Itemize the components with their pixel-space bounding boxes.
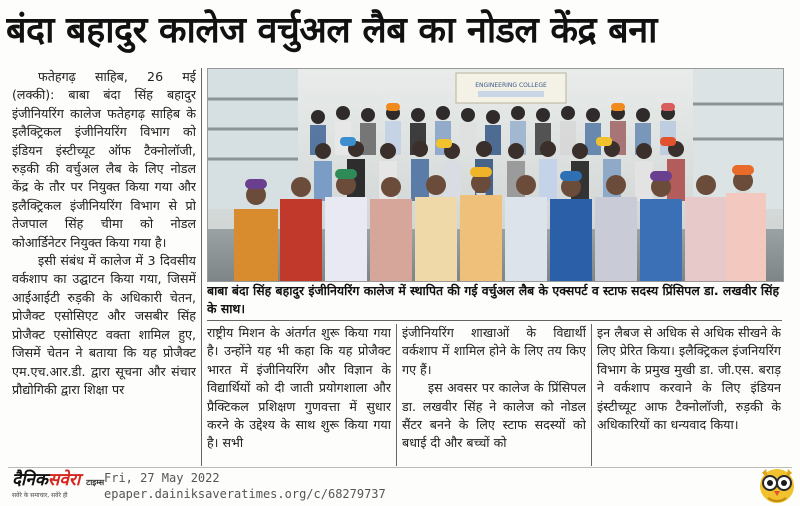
article-column-4 — [597, 324, 781, 466]
article-column-1 — [12, 68, 196, 466]
article-paragraph: इन लैबज से अधिक से अधिक सीखने के लिए प्रेरित किया। इलैक्ट्रिकल इंजनियरिंग विभाग के प्रमुख मुखी डा. जी.एस. बराड़ ने वर्कशाप करवाने के लिए इंडियन इंस्टीच्यूट आफ टैक्नोलॉजी, रुड़की के अधिकारियों का धन्यवाद किया। — [597, 325, 781, 433]
headline: बंदा बहादुर कालेज वर्चुअल लैब का नोडल केंद्र बना — [6, 10, 658, 51]
caption-divider — [207, 320, 782, 321]
article-column-2 — [207, 324, 391, 466]
article-paragraph: इस अवसर पर कालेज के प्रिंसिपल डा. लखवीर सिंह ने कालेज को नोडल सैंटर बनने के लिए स्टाफ सदस्यों को बधाई दी और बच्चों को — [402, 380, 586, 451]
photo-banner-text: ENGINEERING COLLEGE — [475, 82, 547, 89]
edition-date: Fri, 27 May 2022 — [104, 471, 220, 485]
column-divider — [396, 324, 397, 466]
footer-divider — [8, 467, 792, 468]
column-divider — [591, 324, 592, 466]
article-paragraph: फतेहगढ़ साहिब, 26 मई (लक्की): बाबा बंदा सिंह बहादुर इंजीनियरिंग कालेज फतेहगढ़ साहिब के इलैक्ट्रिकल इंजीनियरिंग विभाग को इंडियन इंस्टीच्यूट ऑफ टैक्नोलॉजी, रुड़की की वर्चुअल लैब के लिए नोडल केंद्र के तौर पर नियुक्त किया गया और इलैक्ट्रिकल इंजीनियरिंग विभाग से प्रो तेजपाल सिंह चीमा को नोडल कोआर्डिनेटर नियुक्त किया गया है। — [12, 69, 196, 250]
logo-tagline: सवेरे के समाचार, सवेरे ही — [12, 492, 68, 499]
group-photo[interactable] — [207, 68, 784, 282]
owl-mascot-icon — [758, 464, 796, 504]
group-photo-illustration — [208, 69, 783, 281]
group-back-row — [310, 103, 676, 155]
photo-caption: बाबा बंदा सिंह बहादुर इंजीनियरिंग कालेज में स्थापित की गई वर्चुअल लैब के एक्सपर्ट व स्टाफ सदस्य प्रिंसिपल डा. लखवीर सिंह के साथ। — [207, 283, 780, 316]
article-paragraph: इसी संबंध में कालेज में 3 दिवसीय वर्कशाप का उद्घाटन किया गया, जिसमें आईआईटी रुड़की के अधिकारी चेतन, प्रोजैक्ट एसोसिएट और जसबीर सिंह प्रोजैक्ट एसोसिएट वक्ता शामिल हुए, जिसमें चेतन ने बताया कि यह प्रोजैक्ट एम.एच.आर.डी. द्वारा सूचना और संचार प्रौद्योगिकी द्वारा शिक्षा पर — [12, 253, 196, 397]
article-column-3 — [402, 324, 586, 466]
dainik-savera-logo[interactable] — [12, 470, 105, 502]
column-divider — [201, 68, 202, 466]
footer-meta — [104, 470, 544, 502]
article-paragraph: राष्ट्रीय मिशन के अंतर्गत शुरू किया गया है। उन्होंने यह भी कहा कि यह प्रोजैक्ट भारत में इंजीनियरिंग और विज्ञान के विद्यार्थियों को दी जाती प्रयोगशाला और प्रैक्टिकल प्रशिक्षण गुणवत्ता में सुधार करने के उद्देश्य के साथ शुरू किया गया है। सभी — [207, 325, 391, 451]
epaper-url[interactable]: epaper.dainiksaveratimes.org/c/68279737 — [104, 487, 386, 501]
logo-suffix: टाइम्स — [86, 477, 105, 487]
article-paragraph: इंजीनियरिंग शाखाओं के विद्यार्थी वर्कशाप में शामिल होने के लिए तय किए गए हैं। — [402, 325, 586, 377]
logo-savera: सवेरा — [47, 470, 81, 490]
logo-dainik: दैनिक — [12, 470, 48, 490]
